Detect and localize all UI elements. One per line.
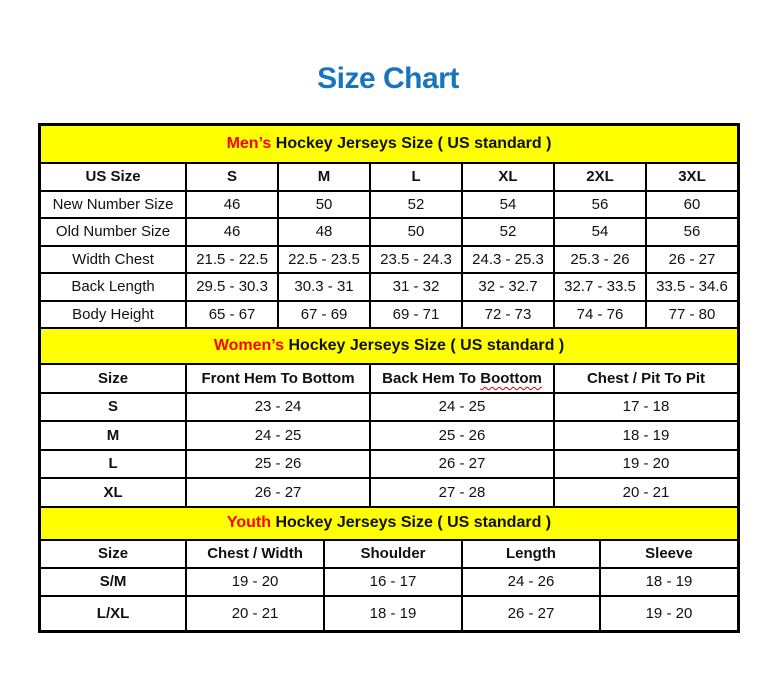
column-header-cell: M [277, 164, 369, 190]
value-cell: 46 [185, 219, 277, 245]
value-cell: 72 - 73 [461, 302, 553, 328]
value-cell: 22.5 - 23.5 [277, 247, 369, 273]
row-label-cell: New Number Size [52, 195, 174, 213]
table-row-womens [41, 392, 737, 421]
value-cell: 25 - 26 [369, 422, 553, 449]
value-cell: 19 - 20 [599, 597, 737, 631]
row-label-cell: L [108, 455, 118, 473]
table-row-mens [41, 190, 737, 218]
value-cell: 56 [553, 192, 645, 218]
value-cell: 17 - 18 [553, 394, 737, 421]
value-cell: 54 [461, 192, 553, 218]
value-cell: 21.5 - 22.5 [185, 247, 277, 273]
value-cell: 50 [277, 192, 369, 218]
column-header-cell: S [185, 164, 277, 190]
row-label-cell: S/M [99, 573, 127, 590]
value-cell: 67 - 69 [277, 302, 369, 328]
column-header-row-womens [41, 363, 737, 392]
value-cell: 32.7 - 33.5 [553, 274, 645, 300]
value-cell: 26 - 27 [645, 247, 737, 273]
column-header-cell: XL [461, 164, 553, 190]
section-title-accent: Men’s [226, 135, 272, 152]
misspelled-word: Boottom [480, 369, 542, 387]
value-cell: 77 - 80 [645, 302, 737, 328]
value-cell: 24.3 - 25.3 [461, 247, 553, 273]
value-cell: 18 - 19 [553, 422, 737, 449]
table-row-mens [41, 245, 737, 273]
value-cell: 24 - 26 [461, 569, 599, 595]
value-cell: 31 - 32 [369, 274, 461, 300]
value-cell: 48 [277, 219, 369, 245]
value-cell: 19 - 20 [553, 451, 737, 478]
column-header-cell: Size [98, 369, 129, 387]
table-row-womens [41, 449, 737, 478]
value-cell: 20 - 21 [185, 597, 323, 631]
value-cell: 54 [553, 219, 645, 245]
value-cell: 18 - 19 [599, 569, 737, 595]
column-header-cell: Sleeve [599, 541, 737, 567]
column-header-cell: Chest / Pit To Pit [553, 365, 737, 392]
column-header-cell: Front Hem To Bottom [185, 365, 369, 392]
value-cell: 29.5 - 30.3 [185, 274, 277, 300]
row-label-cell: Old Number Size [55, 223, 171, 241]
row-label-cell: L/XL [96, 604, 130, 622]
section-title-text: Hockey Jerseys Size ( US standard ) [271, 135, 552, 152]
value-cell: 52 [461, 219, 553, 245]
table-row-mens [41, 300, 737, 328]
value-cell: 23 - 24 [185, 394, 369, 421]
value-cell: 33.5 - 34.6 [645, 274, 737, 300]
column-header-cell: Chest / Width [185, 541, 323, 567]
row-label-cell: M [106, 426, 120, 444]
section-header-mens [41, 126, 737, 162]
value-cell: 56 [645, 219, 737, 245]
row-label-cell: XL [103, 483, 123, 501]
value-cell: 26 - 27 [369, 451, 553, 478]
value-cell: 25 - 26 [185, 451, 369, 478]
table-row-mens [41, 272, 737, 300]
column-header-cell: 2XL [553, 164, 645, 190]
section-title-text: Hockey Jerseys Size ( US standard ) [271, 514, 552, 531]
value-cell: 30.3 - 31 [277, 274, 369, 300]
value-cell: 50 [369, 219, 461, 245]
section-title-text: Hockey Jerseys Size ( US standard ) [284, 337, 565, 354]
value-cell: 16 - 17 [323, 569, 461, 595]
value-cell: 27 - 28 [369, 479, 553, 506]
value-cell: 24 - 25 [185, 422, 369, 449]
value-cell: 60 [645, 192, 737, 218]
column-header-cell: Size [98, 545, 129, 562]
value-cell: 23.5 - 24.3 [369, 247, 461, 273]
section-title-accent: Women’s [213, 337, 285, 354]
column-header-cell [369, 365, 553, 392]
column-header-cell: L [369, 164, 461, 190]
section-header-womens [41, 327, 737, 363]
header-text: Back Hem To [382, 369, 481, 387]
page-title: Size Chart [317, 62, 459, 95]
value-cell: 46 [185, 192, 277, 218]
value-cell: 18 - 19 [323, 597, 461, 631]
column-header-cell: US Size [85, 168, 141, 186]
column-header-row-mens [41, 162, 737, 190]
value-cell: 24 - 25 [369, 394, 553, 421]
row-label-cell: Width Chest [72, 250, 154, 268]
value-cell: 26 - 27 [461, 597, 599, 631]
row-label-cell: Body Height [72, 305, 154, 323]
table-row-youth [41, 595, 737, 631]
value-cell: 25.3 - 26 [553, 247, 645, 273]
value-cell: 19 - 20 [185, 569, 323, 595]
table-row-mens [41, 217, 737, 245]
section-title-accent: Youth [226, 514, 271, 531]
value-cell: 52 [369, 192, 461, 218]
value-cell: 69 - 71 [369, 302, 461, 328]
value-cell: 26 - 27 [185, 479, 369, 506]
column-header-cell: 3XL [645, 164, 737, 190]
row-label-cell: Back Length [71, 278, 155, 296]
table-row-womens [41, 420, 737, 449]
row-label-cell: S [108, 398, 119, 416]
column-header-cell: Shoulder [323, 541, 461, 567]
size-chart-table [38, 123, 740, 633]
column-header-cell: Length [461, 541, 599, 567]
value-cell: 32 - 32.7 [461, 274, 553, 300]
table-row-youth [41, 567, 737, 595]
value-cell: 20 - 21 [553, 479, 737, 506]
value-cell: 65 - 67 [185, 302, 277, 328]
value-cell: 74 - 76 [553, 302, 645, 328]
column-header-row-youth [41, 539, 737, 567]
section-header-youth [41, 506, 737, 539]
table-row-womens [41, 477, 737, 506]
